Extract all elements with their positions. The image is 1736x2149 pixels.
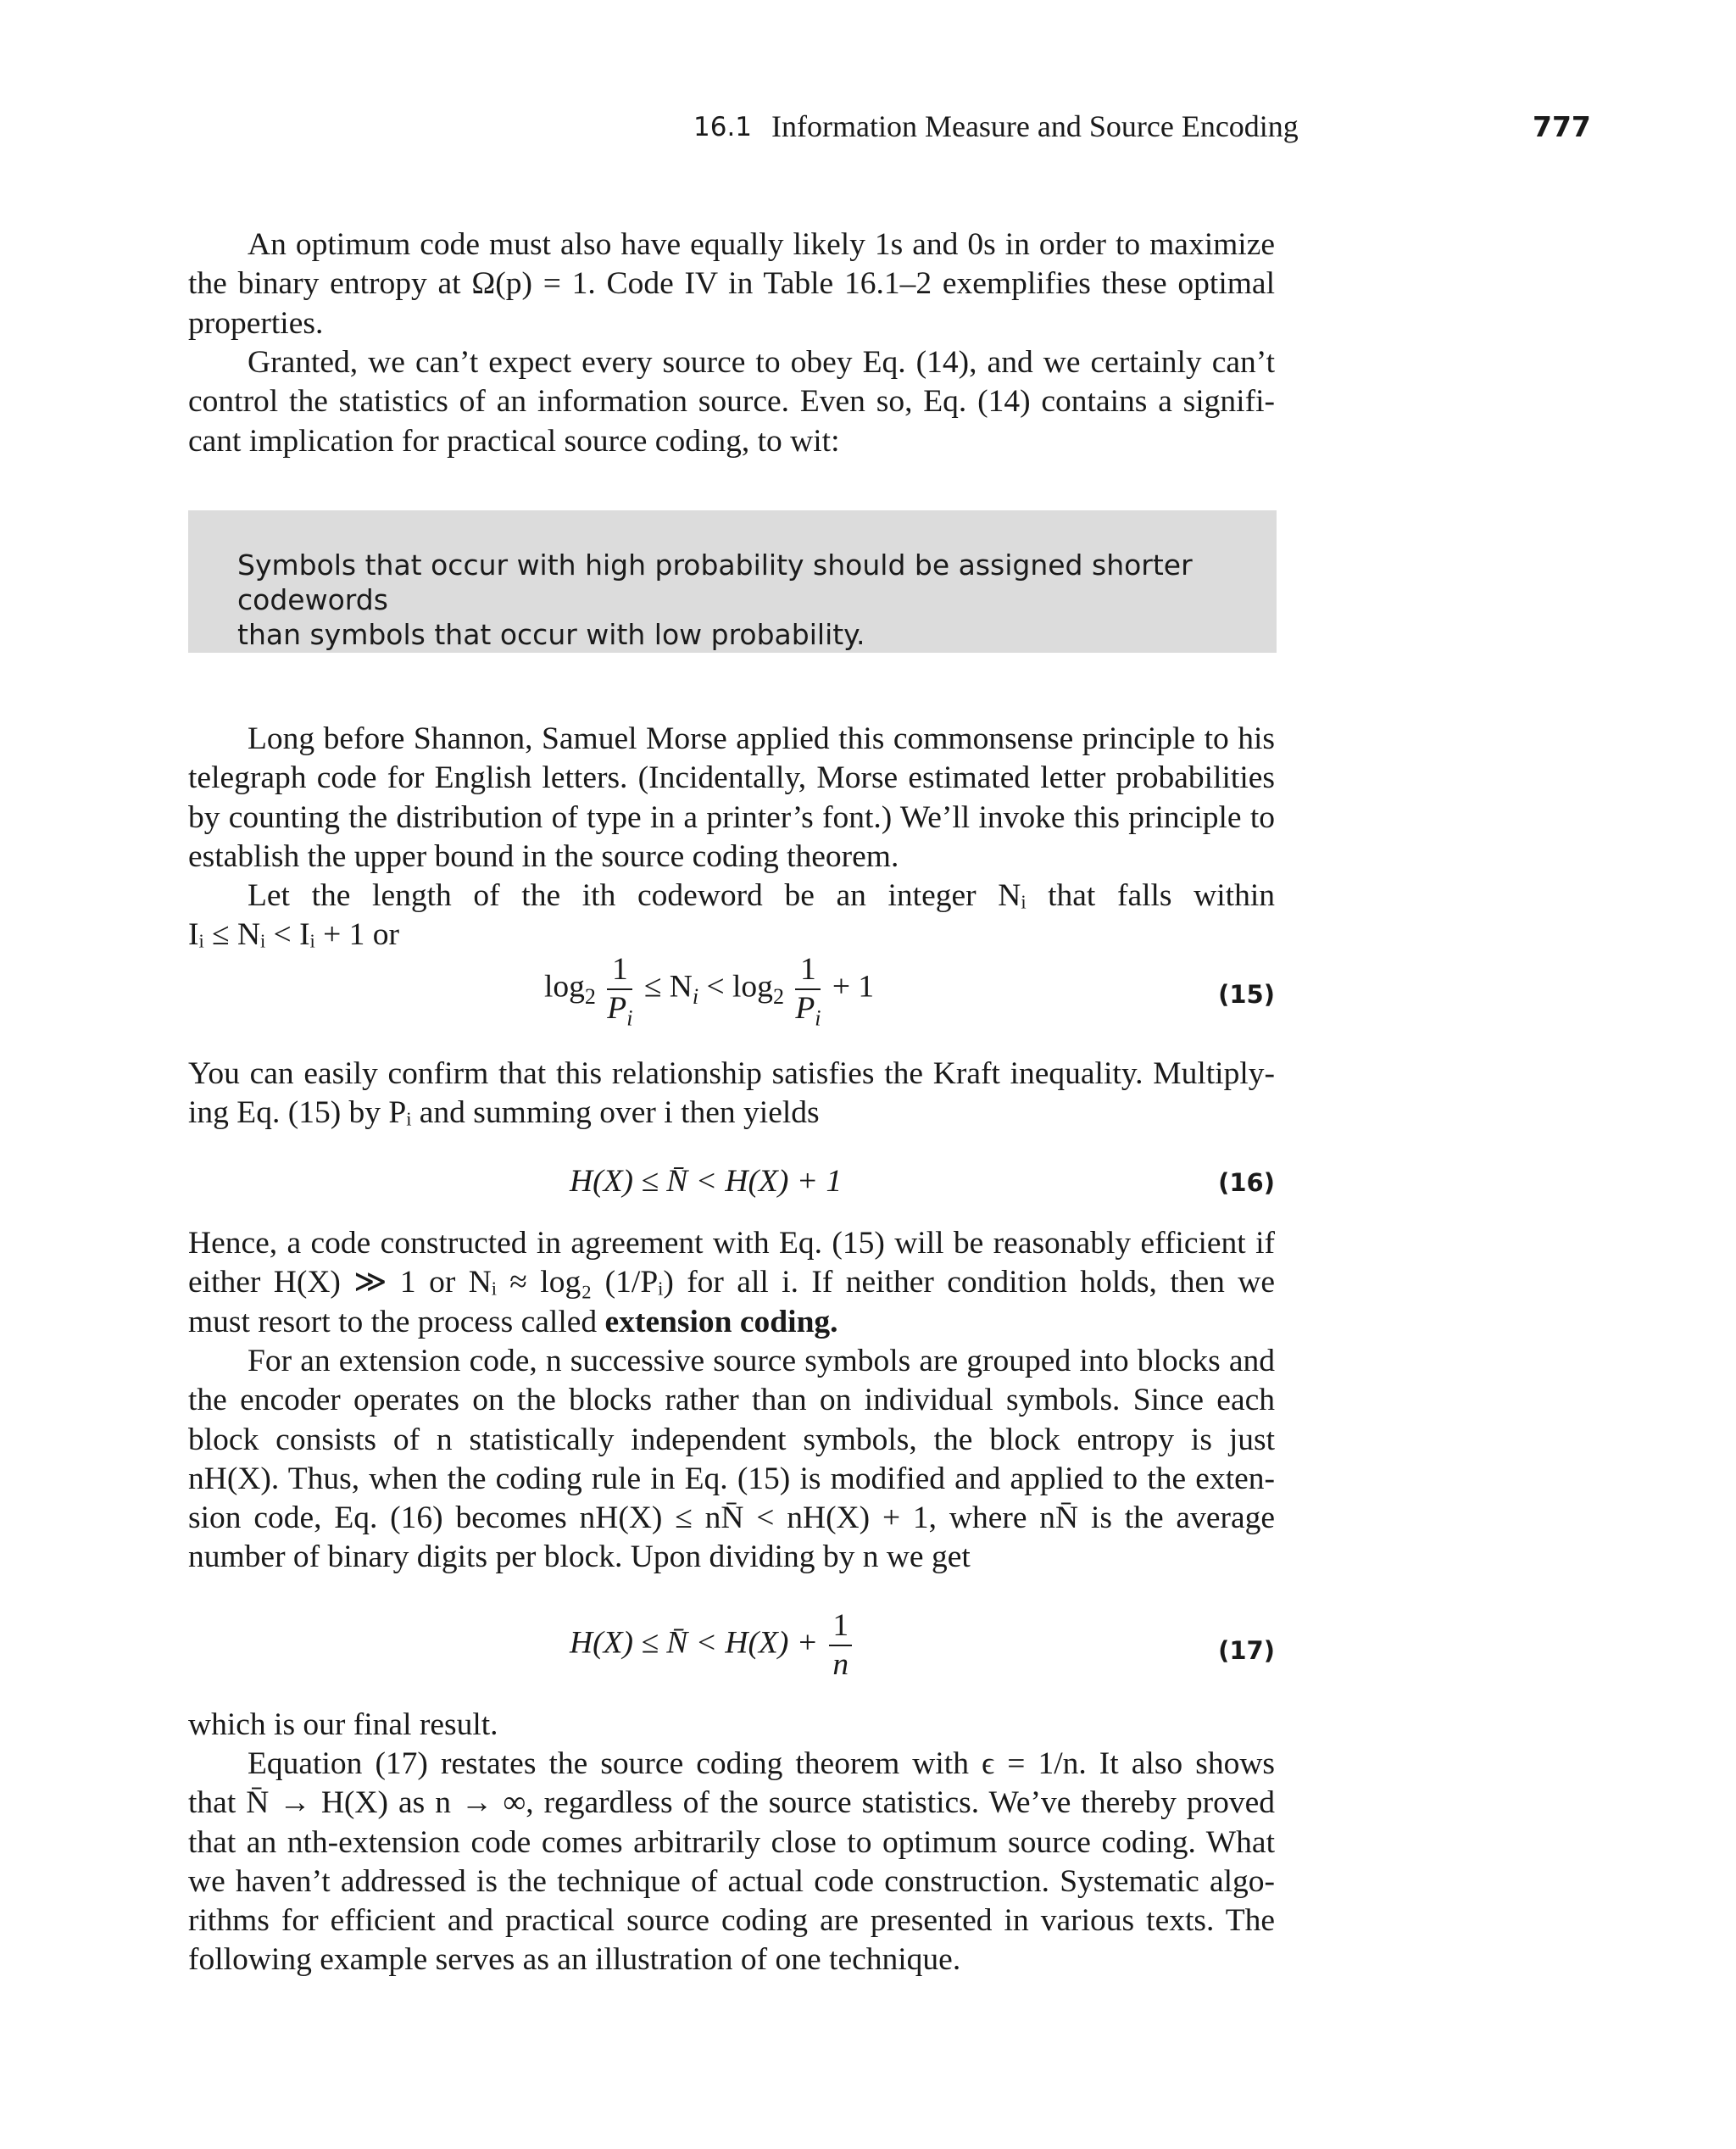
callout-text [237,548,1255,652]
fraction: $\frac{1}{P_i}$ [795,952,821,1031]
equation-15-body: $\log_2$ $\frac{1}{P_i}$ ≤ $N_i < \log_2$ $\frac{1}{P_i}$ + 1 [544,952,875,1031]
paragraph-3 [188,720,1275,877]
key-principle-callout [188,510,1277,653]
running-title: Information Measure and Source Encoding [771,109,1299,143]
text-line: Iᵢ ≤ Nᵢ < Iᵢ + 1 or [188,917,399,953]
text-line: Equation (17) restates the source coding theorem with ϵ = 1/n. It also shows [248,1746,1275,1781]
paragraph-9 [188,1745,1275,1980]
text-line: we haven’t addressed is the technique of actual code construction. Systematic algo- [188,1863,1275,1899]
text-line: that N̄ → H(X) as n → ∞, regardless of the source statistics. We’ve thereby proved [188,1785,1275,1821]
equation-15 [188,951,1277,1044]
text-line: nH(X). Thus, when the coding rule in Eq. (15) is modified and applied to the exten- [188,1461,1275,1496]
fraction: $\frac{1}{P_i}$ [607,952,633,1031]
text-line: Let the length of the ith codeword be an integer Nᵢ that falls within [248,878,1275,913]
text-line: the binary entropy at Ω(p) = 1. Code IV in Table 16.1–2 exemplifies these optimal [188,266,1275,302]
text-line: rithms for efficient and practical source coding are presented in various texts. The [188,1903,1275,1939]
text-line: sion code, Eq. (16) becomes nH(X) ≤ nN̄ < nH(X) + 1, where nN̄ is the average [188,1500,1275,1536]
equation-16-body: H(X) ≤ N̄ < H(X) + 1 [570,1164,843,1199]
paragraph-4 [188,877,1275,955]
text-line: You can easily confirm that this relationship satisfies the Kraft inequality. Multiply- [188,1056,1275,1091]
text-line: following example serves as an illustration of one technique. [188,1942,961,1978]
text-line: either H(X) ≫ 1 or Nᵢ ≈ log₂ (1/Pᵢ) for all i. If neither condition holds, then we [188,1265,1275,1300]
callout-line: than symbols that occur with low probability. [237,618,865,651]
text-line: block consists of n statistically independent symbols, the block entropy is just [188,1422,1275,1457]
text-line: An optimum code must also have equally likely 1s and 0s in order to maximize [248,227,1275,262]
running-header [0,109,1736,151]
equation-number: (15) [1218,980,1275,1009]
text-line: telegraph code for English letters. (Incidentally, Morse estimated letter probabilities [188,760,1275,796]
equation-number: (17) [1218,1636,1275,1665]
paragraph-7 [188,1342,1275,1578]
paragraph-6 [188,1224,1275,1342]
text-line: Long before Shannon, Samuel Morse applied this commonsense principle to his [248,721,1275,756]
text-line: establish the upper bound in the source coding theorem. [188,838,899,874]
text-line: ing Eq. (15) by Pᵢ and summing over i then yields [188,1095,820,1131]
equation-17-body: H(X) ≤ N̄ < H(X) + $\frac{1}{n}$ [570,1607,855,1684]
text-line: must resort to the process called extension coding. [188,1304,838,1339]
text-line: number of binary digits per block. Upon dividing by n we get [188,1539,971,1575]
paragraph-2 [188,343,1275,461]
equation-number: (16) [1218,1168,1275,1197]
section-number: 16.1 [693,112,753,142]
paragraph-5 [188,1055,1275,1133]
paragraph-1 [188,225,1275,343]
term-bold: extension coding. [604,1304,838,1339]
text-line: cant implication for practical source coding, to wit: [188,423,840,459]
text-line: properties. [188,305,324,341]
page-number: 777 [1533,110,1591,143]
fraction: $\frac{1}{n}$ [829,1607,852,1684]
text-line: which is our final result. [188,1707,498,1742]
text-line: the encoder operates on the blocks rather than on individual symbols. Since each [188,1383,1275,1418]
text-line: control the statistics of an information source. Even so, Eq. (14) contains a signifi- [188,384,1275,420]
callout-line: Symbols that occur with high probability should be assigned shorter codewords [237,548,1193,616]
text-line: by counting the distribution of type in a printer’s font.) We’ll invoke this principle to [188,799,1275,835]
text-line: For an extension code, n successive source symbols are grouped into blocks and [248,1344,1275,1378]
paragraph-8 [188,1706,1275,1745]
text-line: Granted, we can’t expect every source to obey Eq. (14), and we certainly can’t [248,345,1275,380]
equation-17 [188,1607,1277,1701]
text-line: that an nth-extension code comes arbitrarily close to optimum source coding. What [188,1824,1275,1860]
equation-16 [188,1163,1277,1205]
text-line: Hence, a code constructed in agreement with Eq. (15) will be reasonably efficient if [188,1226,1275,1261]
